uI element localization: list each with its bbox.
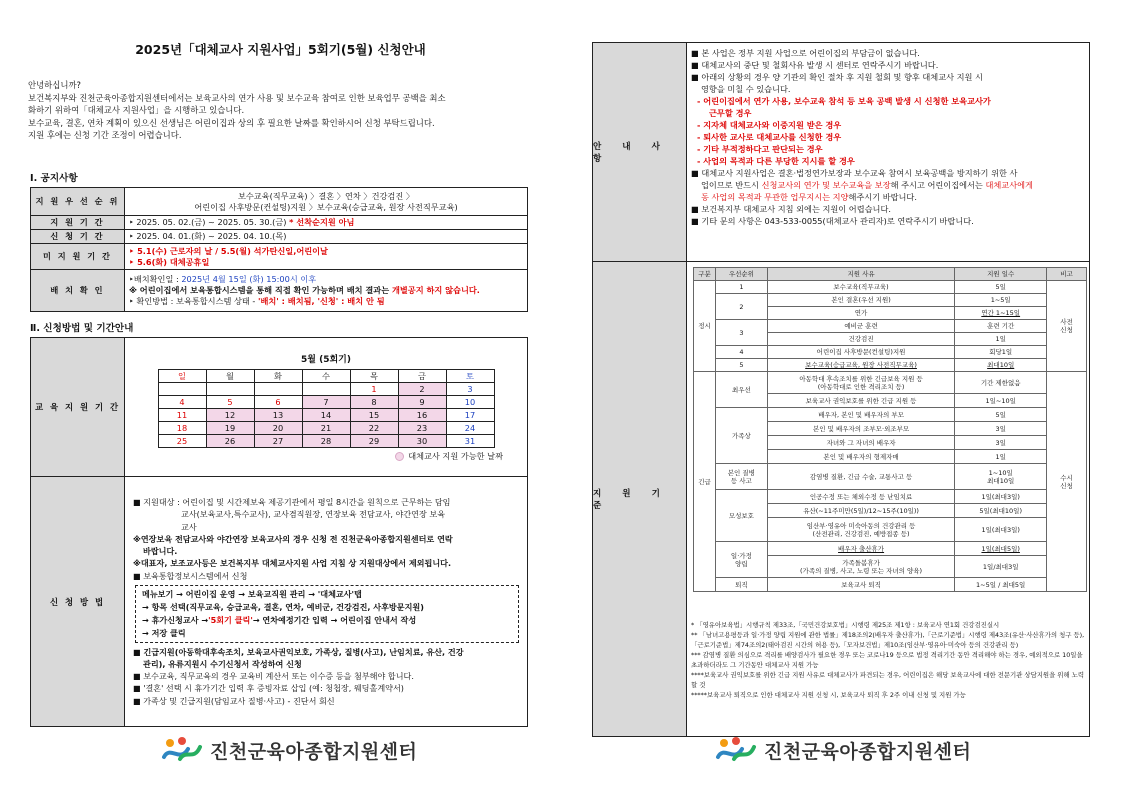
cal-day: 7 <box>302 396 350 409</box>
cal-day: 23 <box>398 422 446 435</box>
cal-day: 21 <box>302 422 350 435</box>
cal-day: 17 <box>446 409 494 422</box>
calendar-title: 5월 (5회기) <box>301 355 351 365</box>
support-period-label: 지 원 기 간 <box>31 216 125 230</box>
cal-day: 14 <box>302 409 350 422</box>
standard-table: 구분 우선순위 지원 사유 지원 일수 비고 정시 1 보수교육(직무교육) 5일 사전 신청 2 본인 결혼(우선 지원) 1~5일 연가 연간 1~15일 3 예비군 훈련 훈련 기간 건강검진 1일 4 어린이집 사후방문(컨설팅)지원 회당1일 5 보수교육(승급교육, 원장 사전직무교육) 최대10일 긴급 최우선 아동학대 후속조치를 위한 긴급보육 지원 등 (아동학대로 인한 격리조치 등) 기간 제한없음 수시 신청 보육교사 권익보호를 위한 긴급 지원 등 1일~10일 가족상 배우자, 본인 및 배우자의 부모 5일 본인 및 배우자의 조부모·외조부모 3일 자녀와 그 자녀의 배우자 3일 본인 및 배우자의 형제자매 1일 본인 질병 등 사고 감염병 질환, 긴급 수술, 교통사고 등 1~10일 최대10일 모성보호 인공수정 또는 체외수정 등 난임치료 1일(최대3일) 유산(~11주미만(5일)/12~15주(10일)) 5일(최대10일) 임산부·영유아 미숙아동의 건강관리 등 (산전관리, 건강검진, 예방접종 등) 1일(최대3일) 일·가정 양립 배우자 출산휴가 1일(최대5일) 가족돌봄휴가 (가족의 질병, 사고, 노령 또는 자녀의 양육) 1일/최대3일 퇴직 보육교사 퇴직 1~5일 / 최대5일 <box>693 267 1087 592</box>
cal-day: 3 <box>446 383 494 396</box>
right-frame <box>592 42 1090 737</box>
footnotes: * 「영유아보육법」시행규칙 제33조,「국민건강보호법」시행령 제25조 제1항 : 보육교사 연1회 건강검진실시 ** 「남녀고용평등과 일·가정 양립 지원에 관한 법률」제18조의2(배우자 출산휴가),「근로기준법」시행령 제43조(유산·사산휴가의 청구 등),「근로기준법」제74조의2(태아검진 시간의 허용 등),「모자보건법」제10조(임산부·영유아·미숙아 등의 건강관리 등) *** 감염병 질환 의심으로 격리를 배양검사가 필요한 경우 또는 코로나19 등으로 법정 격리기간 동안 격리해야 하는 경우, 예외적으로 10일을 초과하더라도 그 기간동안 대체교사 지원 가능 ****보육교사 권익보호를 위한 긴급 지원 사유로 대체교사가 파견되는 경우, 어린이집은 해당 보육교사에 대한 전문기관 상담지원을 위해 노력할 것 *****보육교사 퇴직으로 인한 대체교사 지원 신청 시, 보육교사 퇴직 후 2주 이내 신청 및 지원 가능 <box>691 621 1085 699</box>
cal-day: 22 <box>350 422 398 435</box>
std-head: 우선순위 <box>715 268 767 281</box>
notice-table <box>30 187 528 312</box>
excluded-period-value: ‣ 5.1(수) 근로자의 날 / 5.5(월) 석가탄신일,어린이날 ‣ 5.6(화) 대체공휴일 <box>125 244 528 270</box>
center-logo-icon <box>160 735 204 765</box>
method-table <box>30 337 528 727</box>
cal-day <box>158 383 206 396</box>
cal-day: 27 <box>254 435 302 448</box>
cal-day: 16 <box>398 409 446 422</box>
cal-day: 13 <box>254 409 302 422</box>
cal-day: 11 <box>158 409 206 422</box>
cal-head-wed: 수 <box>302 370 350 383</box>
cal-day: 12 <box>206 409 254 422</box>
cal-day: 4 <box>158 396 206 409</box>
left-page <box>0 0 560 793</box>
support-period-value: ‣ 2025. 05. 02.(금) ~ 2025. 05. 30.(금) * 선착순지원 아님 <box>125 216 528 230</box>
section-method-heading: Ⅱ. 신청방법 및 기간안내 <box>30 323 134 334</box>
center-logo: 진천군육아종합지원센터 <box>160 735 417 765</box>
center-logo: 진천군육아종합지원센터 <box>714 735 971 765</box>
legend-dot-icon <box>395 452 404 461</box>
intro-text: 안녕하십니까? 보건복지부와 진천군육아종합지원센터에서는 보육교사의 연가 사용 및 보수교육 참여로 인한 보육업무 공백을 최소 화하기 위하여「대체교사 지원사업」을 시행하고 있습니다. 보수교육, 결혼, 연차 계획이 있으신 선생님은 어린이집과 상의 후 필요한 날짜를 확인하시어 신청 부탁드립니다. 지원 후에는 신청 기간 조정이 어렵습니다. <box>28 80 446 140</box>
std-head: 구분 <box>694 268 716 281</box>
calendar-cell <box>125 338 528 477</box>
std-head: 비고 <box>1047 268 1087 281</box>
cal-day: 6 <box>254 396 302 409</box>
calendar <box>158 369 495 448</box>
cal-day: 2 <box>398 383 446 396</box>
cal-day: 1 <box>350 383 398 396</box>
cal-head-fri: 금 <box>398 370 446 383</box>
cal-head-thu: 목 <box>350 370 398 383</box>
page-title: 2025년「대체교사 지원사업」5회기(5월) 신청안내 <box>135 42 426 57</box>
cal-head-sun: 일 <box>158 370 206 383</box>
group-anytime: 수시 신청 <box>1047 372 1087 592</box>
placement-label: 배 치 확 인 <box>31 270 125 312</box>
group-pre-apply: 사전 신청 <box>1047 281 1087 372</box>
excluded-period-label: 미 지 원 기 간 <box>31 244 125 270</box>
cal-day: 8 <box>350 396 398 409</box>
cal-day: 29 <box>350 435 398 448</box>
section-notice-heading: Ⅰ. 공지사항 <box>30 173 78 184</box>
notice-content: ■ 본 사업은 정부 지원 사업으로 어린이집의 부담금이 없습니다. ■ 대체교사의 중단 및 철회사유 발생 시 센터로 연락주시기 바랍니다. ■ 아래의 상황의 경우 양 기관의 확인 절차 후 지원 철회 및 향후 대체교사 지원 시 영향을 미칠 수 있습니다. - 어린이집에서 연가 사용, 보수교육 참석 등 보육 공백 발생 시 신청한 보육교사가 근무할 경우 - 지자체 대체교사와 이중지원 받은 경우 - 퇴사한 교사로 대체교사를 신청한 경우 - 기타 부적정하다고 판단되는 경우 - 사업의 목적과 다른 부당한 지시를 할 경우 ■ 대체교사 지원사업은 결혼·법정연가보장과 보수교육 참여시 보육공백을 방지하기 위한 사 업이므로 반드시 신청교사의 연가 및 보수교육을 보장해 주시고 어린이집에서는 대체교사에게 동 사업의 목적과 무관한 업무지시는 지양해주시기 바랍니다. ■ 보건복지부 대체교사 지침 외에는 지원이 어렵습니다. ■ 기타 문의 사항은 043-533-0055(대체교사 관리자)로 연락주시기 바랍니다. <box>691 48 1033 226</box>
calendar-legend: 대체교사 지원 가능한 날짜 <box>125 451 503 462</box>
cal-head-tue: 화 <box>254 370 302 383</box>
method-content: ■ 지원대상 : 어린이집 및 시간제보육 제공기관에서 평일 8시간을 원칙으로 근무하는 담임 교사(보육교사,특수교사), 교사겸직원장, 연장보육 전담교사, 야간연장 보육 교사 ※연장보육 전담교사와 야간연장 보육교사의 경우 신청 전 진천군육아종합지원센터로 연락 바랍니다. ※대표자, 보조교사등은 보건복지부 대체교사지원 사업 지침 상 지원대상에서 제외됩니다. ■ 보육통합정보시스템에서 신청 메뉴보기 → 어린이집 운영 → 보육교직원 관리 → '대체교사'탭 → 항목 선택(직무교육, 승급교육, 결혼, 연차, 예비군, 건강검진, 사후방문지원) → 휴가신청교사 →'5회기 클릭'→ 연차예정기간 입력 → 어린이집 안내서 작성 → 저장 클릭 ■ 긴급지원(아동학대후속조치, 보육교사권익보호, 가족상, 질병(사고), 난임치료, 유산, 건강 관리), 유류지원시 수기신청서 작성하여 신청 ■ 보수교육, 직무교육의 경우 교육비 계산서 또는 이수증 등을 첨부해야 합니다. ■ '결혼' 선택 시 휴가기간 입력 후 증빙자료 삽입 (예: 청첩장, 웨딩홀계약서) ■ 가족상 및 긴급지원(담임교사 질병·사고) - 진단서 회신 <box>125 477 528 727</box>
placement-value: ‣배치확인일 : 2025년 4월 15일 (화) 15:00시 이후 ※ 어린이집에서 보육통합시스템을 통해 직접 확인 가능하며 배치 결과는 개별공지 하지 않습니다. ‣ 확인방법 : 보육통합시스템 상태 - '배치' : 배치됨, '신청' : 배치 안 됨 <box>125 270 528 312</box>
cal-day <box>302 383 350 396</box>
std-head: 지원 일수 <box>955 268 1047 281</box>
apply-period-label: 신 청 기 간 <box>31 230 125 244</box>
period-label: 교 육 지 원 기 간 <box>31 338 125 477</box>
cal-day: 19 <box>206 422 254 435</box>
cal-head-sat: 토 <box>446 370 494 383</box>
menu-path-box: 메뉴보기 → 어린이집 운영 → 보육교직원 관리 → '대체교사'탭 → 항목 선택(직무교육, 승급교육, 결혼, 연차, 예비군, 건강검진, 사후방문지원) → 휴가신청교사 →'5회기 클릭'→ 연차예정기간 입력 → 어린이집 안내서 작성 → 저장 클릭 <box>135 585 519 643</box>
cal-day: 30 <box>398 435 446 448</box>
apply-period-value: ‣ 2025. 04. 01.(화) ~ 2025. 04. 10.(목) <box>125 230 528 244</box>
cal-day: 20 <box>254 422 302 435</box>
notice-label: 안 내 사 항 <box>593 43 687 261</box>
cal-day: 15 <box>350 409 398 422</box>
priority-label: 지 원 우 선 순 위 <box>31 188 125 216</box>
cal-day: 5 <box>206 396 254 409</box>
right-page <box>562 0 1121 793</box>
cal-day: 18 <box>158 422 206 435</box>
cal-day: 31 <box>446 435 494 448</box>
cal-day: 28 <box>302 435 350 448</box>
std-head: 지원 사유 <box>767 268 955 281</box>
priority-value: 보수교육(직무교육) 〉결혼 〉연차 〉건강검진 〉 어린이집 사후방문(컨설팅)지원 〉보수교육(승급교육, 원장 사전직무교육) <box>125 188 528 216</box>
cal-day: 10 <box>446 396 494 409</box>
standard-label: 지 원 기 준 <box>593 262 687 736</box>
cal-day <box>206 383 254 396</box>
cal-day: 24 <box>446 422 494 435</box>
cal-day <box>254 383 302 396</box>
group-urgent: 긴급 <box>694 372 716 592</box>
group-regular: 정시 <box>694 281 716 372</box>
cal-day: 26 <box>206 435 254 448</box>
cal-day: 9 <box>398 396 446 409</box>
center-logo-icon <box>714 735 758 765</box>
cal-head-mon: 월 <box>206 370 254 383</box>
group-retire: 퇴직 <box>715 578 767 592</box>
cal-day: 25 <box>158 435 206 448</box>
method-label: 신 청 방 법 <box>31 477 125 727</box>
